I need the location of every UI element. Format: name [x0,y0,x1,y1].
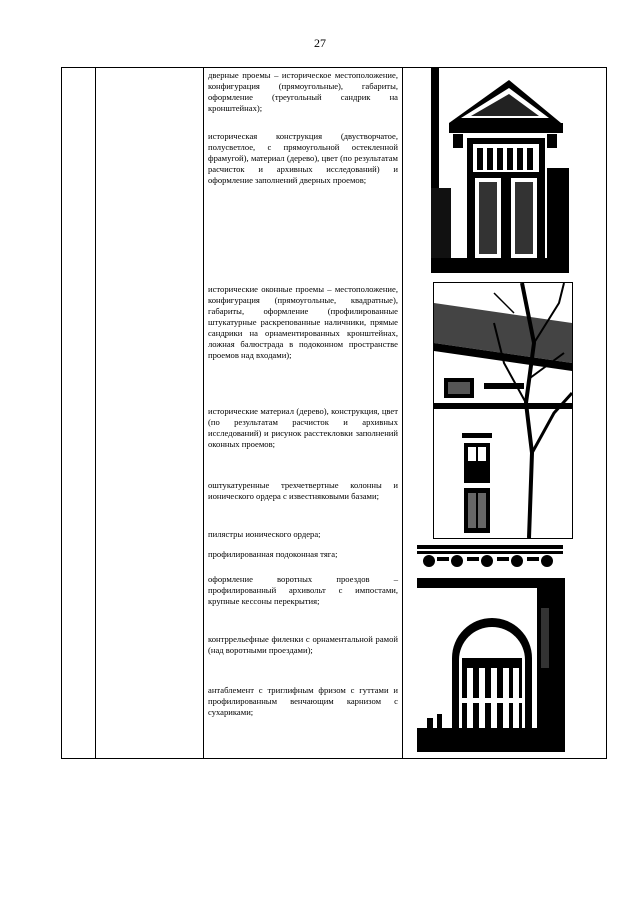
table-bottom-border [61,758,607,759]
arched-gateway-photo [417,578,565,752]
feature-ionic-pilasters: пилястры ионического ордера; [208,529,321,539]
facade-windows-tree-photo [433,282,573,539]
feature-gateways: оформление воротных проездов – профилированный архивольт с импостами, крупные кессоны перекрытия; [208,574,398,606]
feature-window-openings: исторические оконные проемы – местоположение, конфигурация (прямоугольные, квадратные), габариты, оформление (профилированные штукатурные раскрепованные наличники, прямые сандрики на орнаментированных кронштейнах, ложная балюстрада в подоконном пространстве проемов над входами); [208,284,398,360]
feature-entablature: антаблемент с триглифным фризом с гуттами и профилированным венчающим карнизом с сухариками; [208,685,398,717]
feature-panels: контррельефные филенки с орнаментальной рамой (над воротными проездами); [208,634,398,655]
feature-door-construction: историческая конструкция (двустворчатое, полусветлое, с прямоугольной остекленной фрамугой), материал (дерево), цвет (по результатам расчисток и архивных исследований) и оформление заполнений дверных проемов; [208,131,398,185]
door-pediment-photo [431,68,569,273]
table-col-border-1 [61,67,62,759]
table-col-border-3 [203,67,204,759]
feature-door-openings: дверные проемы – историческое местоположение, конфигурация (прямоугольные), габариты, оформление (треугольный сандрик на кронштейнах); [208,70,398,113]
cornice-detail-photo [417,545,563,571]
page-number: 27 [314,36,326,50]
feature-ionic-columns: оштукатуренные трехчетвертные колонны и ионического ордера с известняковыми базами; [208,480,398,501]
table-col-border-2 [95,67,96,759]
feature-window-materials: исторические материал (дерево), конструкция, цвет (по результатам расчисток и архивных исследований) и рисунок расстекловки заполнений оконных проемов; [208,406,398,449]
table-col-border-4 [402,67,403,759]
feature-window-sill-string: профилированная подоконная тяга; [208,549,338,559]
table-col-border-5 [606,67,607,759]
